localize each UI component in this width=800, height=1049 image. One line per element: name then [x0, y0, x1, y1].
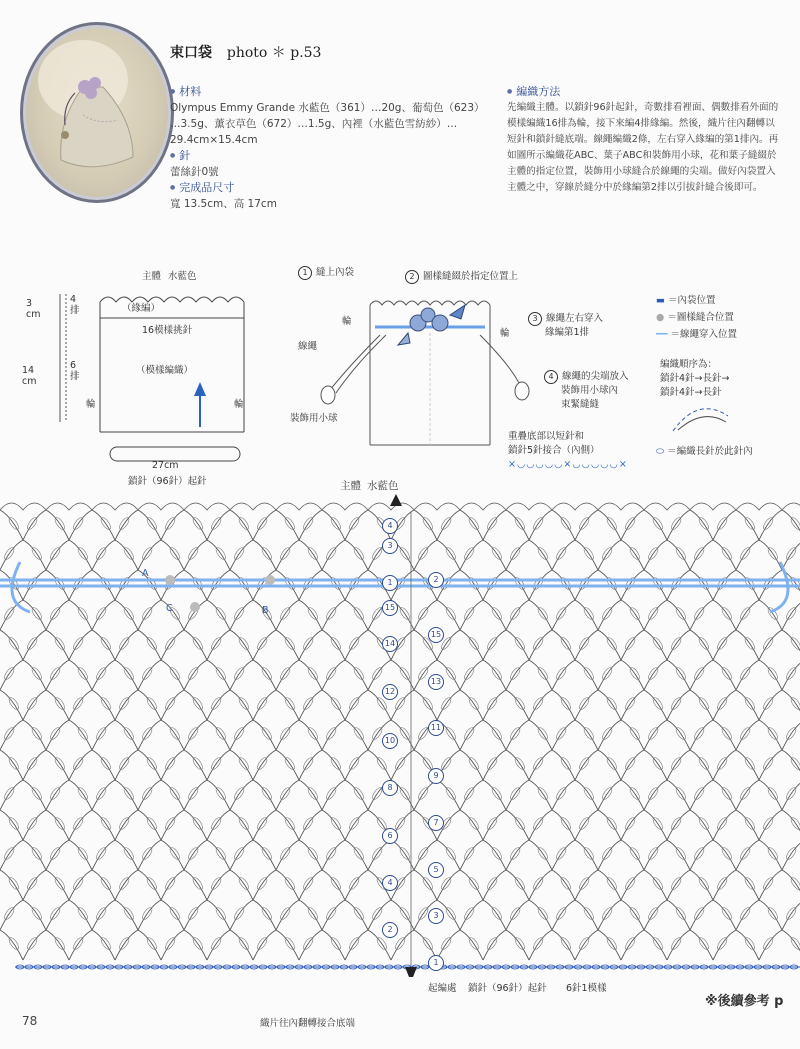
chart-title-text: 主體 [340, 480, 361, 492]
row-marker-right: 9 [428, 768, 444, 784]
legend-motif: ＝圖樣縫合位置 [667, 312, 734, 323]
pattern-label: （模樣編織） [136, 365, 194, 376]
row-marker-left: 10 [382, 733, 398, 749]
method-line-2: 模樣編織16排為輪，接下來編4排緣編。然後，織片往內翻轉以 [507, 118, 775, 129]
assembly-loop-right: 輪 [500, 328, 510, 339]
row-marker-left: 8 [382, 780, 398, 796]
step-3: 3 線繩左右穿入 緣編第1排 [528, 312, 603, 340]
chart-color: 水藍色 [367, 480, 399, 492]
row-marker-left: 14 [382, 636, 398, 652]
materials-heading: ● 材料 [170, 84, 500, 100]
row-marker-right: 15 [428, 627, 444, 643]
body-diagram-title [142, 268, 197, 282]
bottom-note-a: 重疊底部以短針和 [508, 431, 585, 442]
legend [656, 292, 737, 343]
label-a: A [142, 568, 149, 579]
method-line-3: 短針和鎖針縫底端。線繩編織2條，左右穿入緣編的第1排內。再 [507, 134, 779, 145]
photo-reference: photo ＊ p.53 [226, 45, 322, 61]
title-text: 束口袋 [170, 45, 212, 61]
step-3-text-b: 緣編第1排 [545, 327, 590, 338]
oval-icon: ⬭ [656, 446, 665, 457]
step-4-text-b: 裝飾用小球內 [561, 385, 619, 396]
motif-icon: ● [656, 312, 665, 323]
dim1-rows: 4 [70, 294, 77, 305]
dim2-row-unit: 排 [70, 371, 80, 382]
order-1: 鎖針4針→長針→ [660, 373, 730, 384]
method-heading: ● 編織方法 [507, 84, 794, 100]
row-marker-left: 4 [382, 875, 398, 891]
width-label: 27cm [152, 460, 179, 471]
stitch-order [660, 358, 729, 400]
needle-heading: ● 針 [170, 148, 500, 164]
continued-note: ※後續參考 p [705, 994, 784, 1009]
materials-line-3: 29.4cm×15.4cm [170, 134, 258, 146]
method-line-6: 主體之中，穿線於縫分中於緣編第2排以引拔針縫合後即可。 [507, 182, 763, 193]
method-line-4: 如圖所示編織花ABC、葉子ABC和裝飾用小球，花和葉子縫綴於 [507, 150, 777, 161]
needle-text: 蕾絲針0號 [170, 166, 219, 178]
row-marker-left: 6 [382, 828, 398, 844]
step-1-text: 縫上內袋 [316, 267, 355, 278]
method-line-5: 主體的指定位置，裝飾用小球縫合於線繩的尖端。做好內袋置入 [507, 166, 776, 177]
dim-body [22, 365, 36, 387]
legend-inner-bag: ＝內袋位置 [668, 295, 716, 306]
size-heading: ● 完成品尺寸 [170, 180, 500, 196]
dim1-cm: 3 [26, 298, 33, 309]
chart-title [340, 478, 399, 493]
row-marker-right: 2 [428, 572, 444, 588]
stitch-order-diagram [668, 396, 748, 436]
chain-label: 鎖針（96針）起針 [468, 983, 547, 994]
step-4: 4 線繩的尖端放入 裝飾用小球內 束緊縫縫 [544, 370, 629, 412]
fold-label: 織片往內翻轉接合底端 [260, 1018, 356, 1029]
product-photo [20, 22, 174, 203]
page-title [170, 42, 321, 62]
legend-cord: ＝線繩穿入位置 [670, 329, 737, 340]
dim2-rows: 6 [70, 360, 77, 371]
materials-section [170, 84, 500, 212]
bottom-note: 重疊底部以短針和 鎖針5針接合（內側） ×◡◡◡◡◡×◡◡◡◡◡× [508, 431, 628, 470]
row-marker-right: 3 [428, 908, 444, 924]
start-label: 鎖針（96針）起針 [128, 476, 207, 487]
step-2: 2 圖樣縫綴於指定位置上 [405, 268, 518, 284]
label-c: C [166, 603, 173, 614]
cord-label: 線繩 [298, 341, 318, 352]
method-section [507, 84, 794, 196]
materials-line-1: Olympus Emmy Grande 水藍色（361）…20g、葡萄色（623） [170, 102, 485, 114]
loop-left: 輪 [86, 399, 96, 410]
row-marker-left: 2 [382, 922, 398, 938]
step-3-text-a: 線繩左右穿入 [546, 313, 604, 324]
pickup-label: 16模樣挑針 [142, 325, 193, 336]
page-number: 78 [22, 1014, 38, 1028]
body-diagram-color: 水藍色 [168, 271, 197, 282]
row-marker-left: 1 [382, 575, 398, 591]
start-point-label: 起編處 [428, 983, 457, 994]
edge-label: （緣編） [122, 303, 161, 314]
cord-icon: ━━ [656, 329, 668, 340]
row-marker-left: 12 [382, 684, 398, 700]
dim2-cm: 14 [22, 365, 35, 376]
step-4-text-c: 束緊縫縫 [561, 399, 600, 410]
materials-line-2: …3.5g、薰衣草色（672）…1.5g、內裡（水藍色雪紡紗）… [170, 118, 458, 130]
row-marker-right: 11 [428, 720, 444, 736]
repeat-label: 6針1模樣 [566, 983, 607, 994]
stitch-legend [656, 443, 753, 457]
row-marker-right: 13 [428, 674, 444, 690]
size-text: 寬 13.5cm、高 17cm [170, 198, 277, 210]
row-marker-right: 7 [428, 815, 444, 831]
dim-top [26, 298, 40, 320]
dim1-row-unit: 排 [70, 305, 80, 316]
row-marker-right: 1 [428, 955, 444, 971]
order-title: 編織順序為： [660, 359, 718, 370]
row-marker-left: 4 [382, 518, 398, 534]
label-b: B [262, 605, 269, 616]
step-1: 1 縫上內袋 [298, 264, 354, 280]
crochet-chart [0, 492, 800, 977]
dim2-unit: cm [22, 376, 37, 387]
step-4-text-a: 線繩的尖端放入 [562, 371, 629, 382]
body-diagram-title-text: 主體 [142, 271, 162, 282]
dim-top-rows [70, 294, 80, 316]
method-line-1: 先編織主體。以鎖針96針起針，奇數排看裡面、偶數排看外面的 [507, 102, 779, 113]
loop-right: 輪 [234, 399, 244, 410]
row-marker-left: 15 [382, 600, 398, 616]
row-marker-right: 5 [428, 862, 444, 878]
dim-body-rows [70, 360, 80, 382]
step-2-text: 圖樣縫綴於指定位置上 [423, 271, 519, 282]
row-marker-left: 3 [382, 538, 398, 554]
order-2: 鎖針4針→長針 [660, 387, 722, 398]
assembly-loop-left: 輪 [342, 316, 352, 327]
assembly-diagram [300, 285, 530, 470]
bottom-note-b: 鎖針5針接合（內側） [508, 445, 600, 456]
ball-label: 裝飾用小球 [290, 413, 338, 424]
inner-bag-icon: ▬ [656, 295, 665, 306]
dim1-unit: cm [26, 309, 41, 320]
legend-stitch: ＝編織長針於此針內 [667, 446, 753, 457]
